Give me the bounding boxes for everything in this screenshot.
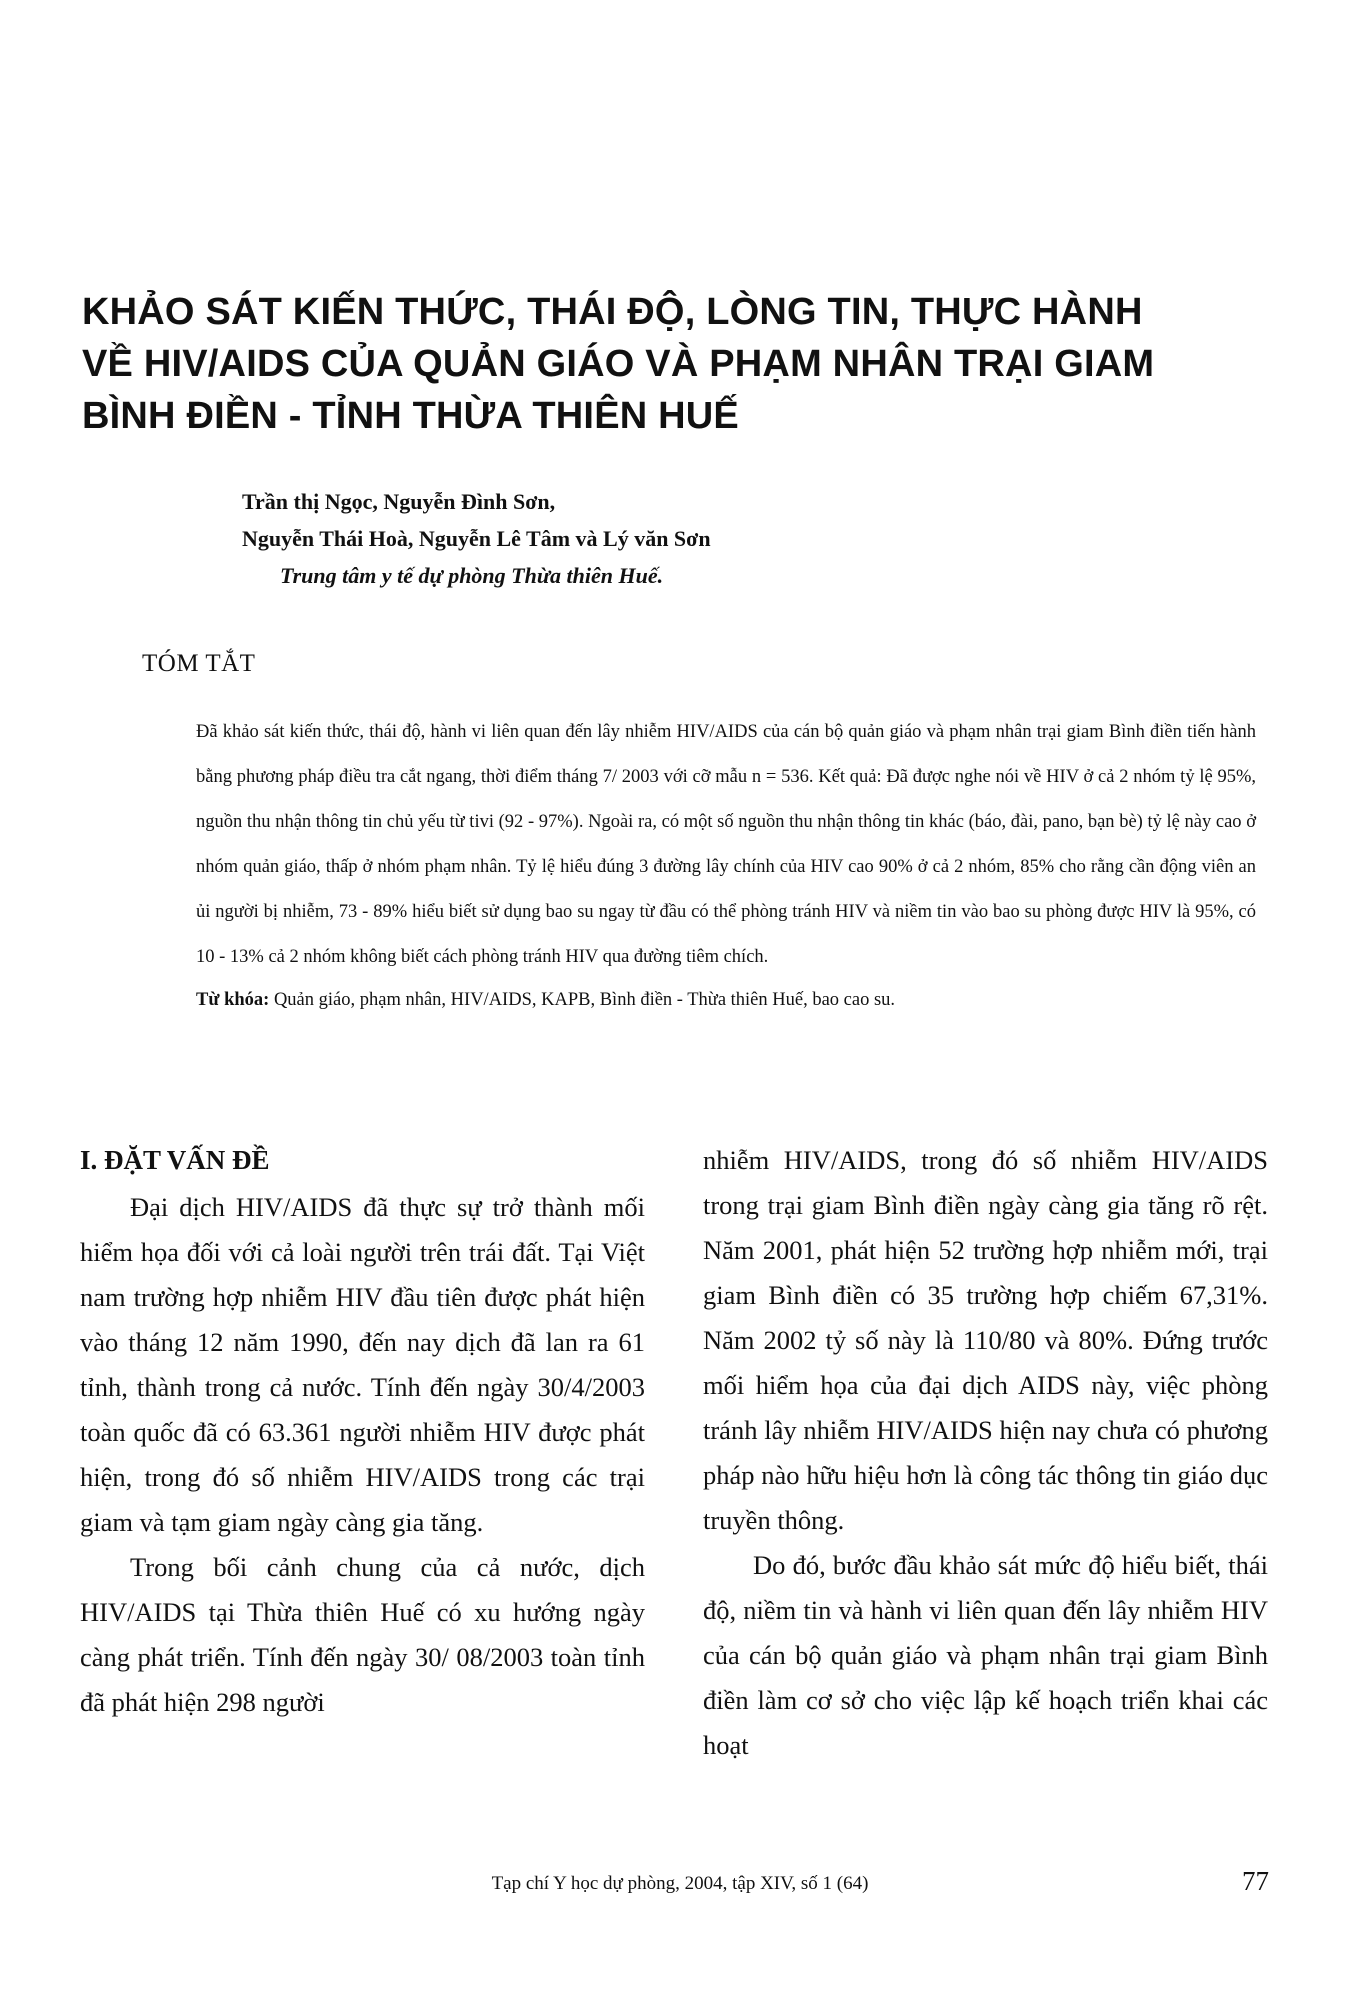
body-column-left — [80, 1138, 645, 1725]
author-affiliation: Trung tâm y tế dự phòng Thừa thiên Huế. — [280, 563, 664, 588]
page-number: 77 — [1242, 1866, 1269, 1896]
paragraph: Trong bối cảnh chung của cả nước, dịch HIV/AIDS tại Thừa thiên Huế có xu hướng ngày càng phát triển. Tính đến ngày 30/ 08/2003 toàn tỉnh đã phát hiện 298 người — [80, 1552, 645, 1717]
abstract-heading: TÓM TẮT — [142, 650, 256, 677]
section-heading: I. ĐẶT VẤN ĐỀ — [80, 1145, 270, 1175]
body-column-right — [703, 1138, 1268, 1768]
paragraph: Do đó, bước đầu khảo sát mức độ hiểu biết, thái độ, niềm tin và hành vi liên quan đến lây nhiễm HIV của cán bộ quản giáo và phạm nhân trại giam Bình điền làm cơ sở cho việc lập kế hoạch triển khai các hoạt — [703, 1550, 1268, 1760]
authors-line-2: Nguyễn Thái Hoà, Nguyễn Lê Tâm và Lý văn Sơn — [242, 526, 711, 551]
title-line-2: VỀ HIV/AIDS CỦA QUẢN GIÁO VÀ PHẠM NHÂN TRẠI GIAM — [82, 343, 1155, 385]
authors-line-1: Trần thị Ngọc, Nguyễn Đình Sơn, — [242, 489, 556, 514]
author-block — [242, 483, 1142, 594]
keywords-line — [196, 980, 1256, 1020]
keywords-text: Quản giáo, phạm nhân, HIV/AIDS, KAPB, Bình điền - Thừa thiên Huế, bao cao su. — [273, 990, 896, 1010]
journal-footer: Tạp chí Y học dự phòng, 2004, tập XIV, số 1 (64) — [491, 1873, 869, 1894]
title-line-3: BÌNH ĐIỀN - TỈNH THỪA THIÊN HUẾ — [82, 395, 739, 437]
title-line-1: KHẢO SÁT KIẾN THỨC, THÁI ĐỘ, LÒNG TIN, THỰC HÀNH — [82, 291, 1143, 333]
paragraph: nhiễm HIV/AIDS, trong đó số nhiễm HIV/AIDS trong trại giam Bình điền ngày càng gia tăng rõ rệt. Năm 2001, phát hiện 52 trường hợp nhiễm mới, trại giam Bình điền có 35 trường hợp chiếm 67,31%. Năm 2002 tỷ số này là 110/80 và 80%. Đứng trước mối hiểm họa của đại dịch AIDS này, việc phòng tránh lây nhiễm HIV/AIDS hiện nay chưa có phương pháp nào hữu hiệu hơn là công tác thông tin giáo dục truyền thông. — [703, 1145, 1268, 1535]
abstract-block — [196, 710, 1256, 1020]
paragraph: Đại dịch HIV/AIDS đã thực sự trở thành mối hiểm họa đối với cả loài người trên trái đất. Tại Việt nam trường hợp nhiễm HIV đầu tiên được phát hiện vào tháng 12 năm 1990, đến nay dịch đã lan ra 61 tỉnh, thành trong cả nước. Tính đến ngày 30/4/2003 toàn quốc đã có 63.361 người nhiễm HIV được phát hiện, trong đó số nhiễm HIV/AIDS trong các trại giam và tạm giam ngày càng gia tăng. — [80, 1192, 645, 1537]
keywords-label: Từ khóa: — [196, 990, 270, 1010]
article-title — [82, 286, 1262, 442]
abstract-body: Đã khảo sát kiến thức, thái độ, hành vi liên quan đến lây nhiễm HIV/AIDS của cán bộ quản giáo và phạm nhân trại giam Bình điền tiến hành bằng phương pháp điều tra cắt ngang, thời điểm tháng 7/ 2003 với cỡ mẫu n = 536. Kết quả: Đã được nghe nói về HIV ở cả 2 nhóm tỷ lệ 95%, nguồn thu nhận thông tin chủ yếu từ tivi (92 - 97%). Ngoài ra, có một số nguồn thu nhận thông tin khác (báo, đài, pano, bạn bè) tỷ lệ này cao ở nhóm quản giáo, thấp ở nhóm phạm nhân. Tỷ lệ hiểu đúng 3 đường lây chính của HIV cao 90% ở cả 2 nhóm, 85% cho rằng cần động viên an ủi người bị nhiễm, 73 - 89% hiểu biết sử dụng bao su ngay từ đầu có thể phòng tránh HIV và niềm tin vào bao su phòng được HIV là 95%, có 10 - 13% cả 2 nhóm không biết cách phòng tránh HIV qua đường tiêm chích. — [196, 722, 1256, 967]
